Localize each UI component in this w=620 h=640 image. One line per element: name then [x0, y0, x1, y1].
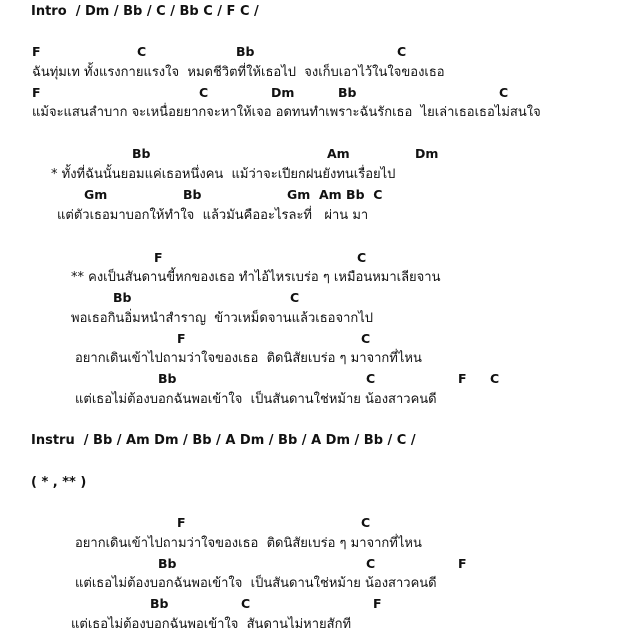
chord: C — [361, 331, 371, 346]
chord: C — [499, 85, 509, 100]
chord: F — [32, 85, 41, 100]
lyric-line: ** คงเป็นสันดานขี้หกของเธอ ทำไอ้ไหรเบร่อ ๆ เหมือนหมาเลียจาน — [71, 270, 441, 285]
chord: C — [366, 371, 376, 386]
repeat-line: ( * , ** ) — [31, 475, 87, 490]
chord: F — [458, 371, 467, 386]
chord: Bb — [338, 85, 357, 100]
chord: Gm — [84, 187, 108, 202]
chord: Bb — [113, 290, 132, 305]
chord: Bb — [150, 596, 169, 611]
chord: F — [177, 331, 186, 346]
chord: F — [373, 596, 382, 611]
lyric-line: * ทั้งที่ฉันนั้นยอมแค่เธอหนึ่งคน แม้ว่าจะเปียกฝนยังทนเรื่อยไป — [51, 167, 396, 182]
chord: C — [361, 515, 371, 530]
lyric-line: อยากเดินเข้าไปถามว่าใจของเธอ ติดนิสัยเบร่อ ๆ มาจากที่ไหน — [75, 536, 422, 551]
chord: C — [490, 371, 500, 386]
chord: Gm Am Bb C — [287, 187, 383, 202]
chord: C — [290, 290, 300, 305]
lyric-line: แต่เธอไม่ต้องบอกฉันพอเข้าใจ สันดานไม่หายสักที — [71, 617, 352, 632]
chord: F — [458, 556, 467, 571]
chord: F — [154, 250, 163, 265]
chord: Dm — [415, 146, 439, 161]
lyric-line: พอเธอกินอิ่มหนำสำราญ ข้าวเหม็ดจานแล้วเธอจากไป — [71, 311, 374, 326]
chord: Bb — [158, 371, 177, 386]
chord: F — [177, 515, 186, 530]
instru-line: Instru / Bb / Am Dm / Bb / A Dm / Bb / A Dm / Bb / C / — [31, 433, 416, 448]
chord: F — [32, 44, 41, 59]
chord: Bb — [236, 44, 255, 59]
lyric-line: อยากเดินเข้าไปถามว่าใจของเธอ ติดนิสัยเบร่อ ๆ มาจากที่ไหน — [75, 351, 422, 366]
lyric-line: แต่ตัวเธอมาบอกให้ทำใจ แล้วมันคืออะไรละที่ ผ่าน มา — [57, 208, 369, 223]
chord: Bb — [183, 187, 202, 202]
chord: C — [357, 250, 367, 265]
lyric-line: แต่เธอไม่ต้องบอกฉันพอเข้าใจ เป็นสันดานใช่หม้าย น้องสาวคนดี — [75, 392, 437, 407]
chord: Am — [327, 146, 350, 161]
chord: C — [366, 556, 376, 571]
lyric-line: ฉันทุ่มเท ทั้งแรงกายแรงใจ หมดชีวิตที่ให้เธอไป จงเก็บเอาไว้ในใจของเธอ — [32, 65, 445, 80]
chord: Bb — [132, 146, 151, 161]
chord: C — [137, 44, 147, 59]
chord: C — [241, 596, 251, 611]
lyric-line: แม้จะแสนลำบาก จะเหนื่อยยากจะหาให้เจอ อดทนทำเพราะฉันรักเธอ ไยเล่าเธอเธอไม่สนใจ — [32, 105, 541, 120]
chord: Dm — [271, 85, 295, 100]
chord: C — [199, 85, 209, 100]
chord: Bb — [158, 556, 177, 571]
chord: C — [397, 44, 407, 59]
lyric-line: แต่เธอไม่ต้องบอกฉันพอเข้าใจ เป็นสันดานใช่หม้าย น้องสาวคนดี — [75, 576, 437, 591]
intro-line: Intro / Dm / Bb / C / Bb C / F C / — [31, 4, 259, 19]
